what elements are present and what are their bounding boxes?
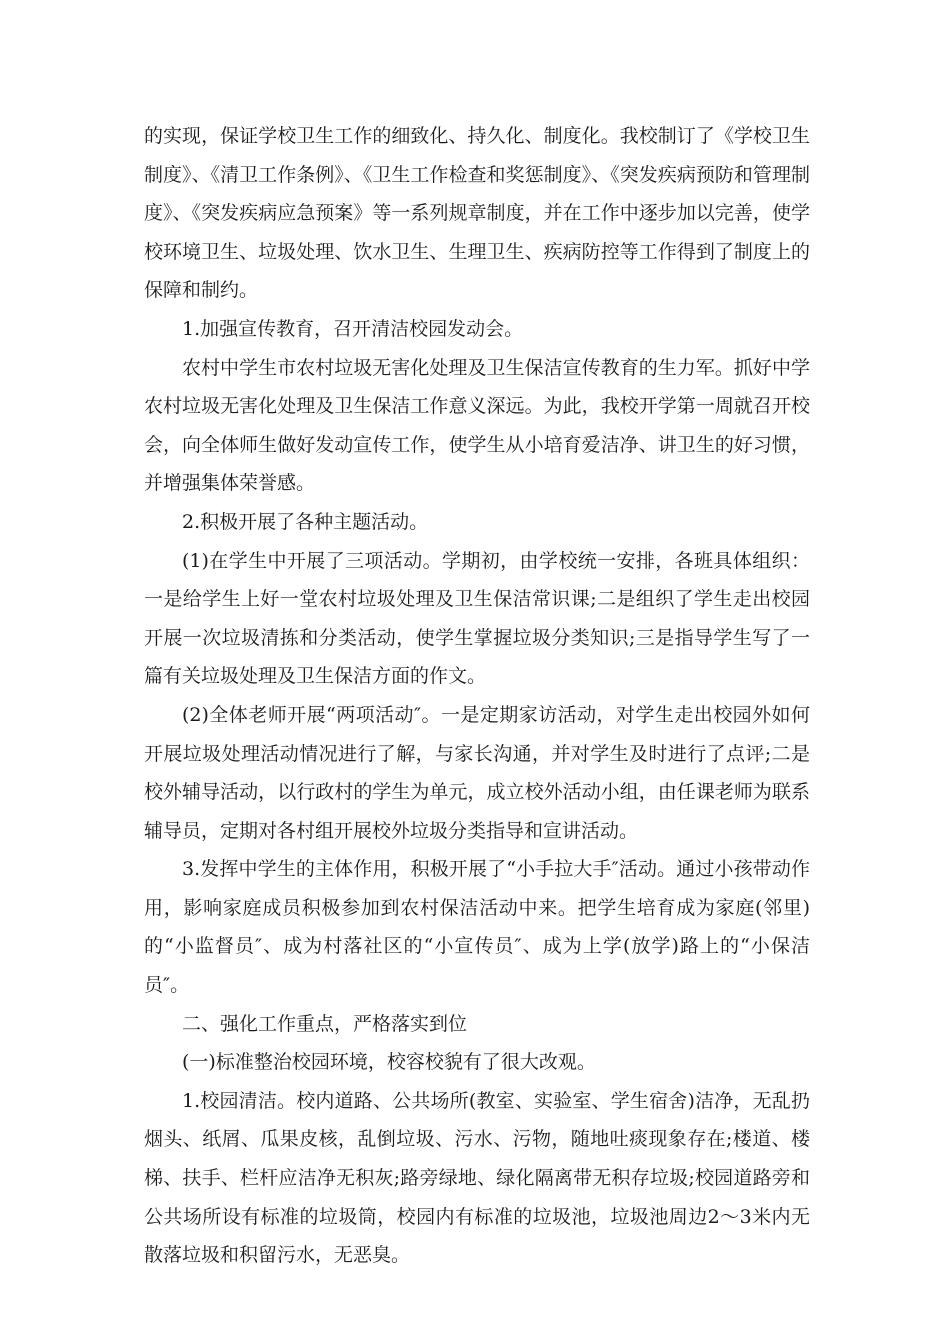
paragraph: 1.加强宣传教育，召开清洁校园发动会。 (182, 317, 524, 340)
paragraph: 3.发挥中学生的主体作用，积极开展了“小手拉大手″活动。通过小孩带动作用，影响家庭成员积极参加到农村保洁活动中来。把学生培育成为家庭(邻里)的“小监督员″、成为村落社区的“小宣传员″、成为上学(放学)路上的“小保洁员″。 (144, 858, 810, 997)
paragraph: 2.积极开展了各种主题活动。 (182, 510, 429, 533)
paragraph: (2)全体老师开展“两项活动″。一是定期家访活动，对学生走出校园外如何开展垃圾处理活动情况进行了解，与家长沟通，并对学生及时进行了点评;二是校外辅导活动，以行政村的学生为单元，成立校外活动小组，由任课老师为联系辅导员，定期对各村组开展校外垃圾分类指导和宣讲活动。 (144, 703, 810, 842)
paragraph: 的实现，保证学校卫生工作的细致化、持久化、制度化。我校制订了《学校卫生制度》、《清卫工作条例》、《卫生工作检查和奖惩制度》、《突发疾病预防和管理制度》、《突发疾病应急预案》等一系列规章制度，并在工作中逐步加以完善，使学校环境卫生、垃圾处理、饮水卫生、生理卫生、疾病防控等工作得到了制度上的保障和制约。 (144, 125, 810, 302)
document-body (144, 117, 810, 1275)
subsection-heading: (一)标准整治校园环境，校容校貌有了很大改观。 (182, 1051, 596, 1074)
paragraph: (1)在学生中开展了三项活动。学期初，由学校统一安排，各班具体组织：一是给学生上好一堂农村垃圾处理及卫生保洁常识课;二是组织了学生走出校园开展一次垃圾清拣和分类活动，使学生掌握垃圾分类知识;三是指导学生写了一篇有关垃圾处理及卫生保洁方面的作文。 (144, 549, 810, 688)
section-heading: 二、强化工作重点，严格落实到位 (182, 1012, 468, 1035)
paragraph: 1.校园清洁。校内道路、公共场所(教室、实验室、学生宿舍)洁净，无乱扔烟头、纸屑、瓜果皮核，乱倒垃圾、污水、污物，随地吐痰现象存在;楼道、楼梯、扶手、栏杆应洁净无积灰;路旁绿地、绿化隔离带无积存垃圾;校园道路旁和公共场所设有标准的垃圾筒，校园内有标准的垃圾池，垃圾池周边2～3米内无散落垃圾和积留污水，无恶臭。 (144, 1089, 810, 1267)
paragraph: 农村中学生市农村垃圾无害化处理及卫生保洁宣传教育的生力军。抓好中学农村垃圾无害化处理及卫生保洁工作意义深远。为此，我校开学第一周就召开校会，向全体师生做好发动宣传工作，使学生从小培育爱洁净、讲卫生的好习惯，并增强集体荣誉感。 (144, 356, 810, 495)
